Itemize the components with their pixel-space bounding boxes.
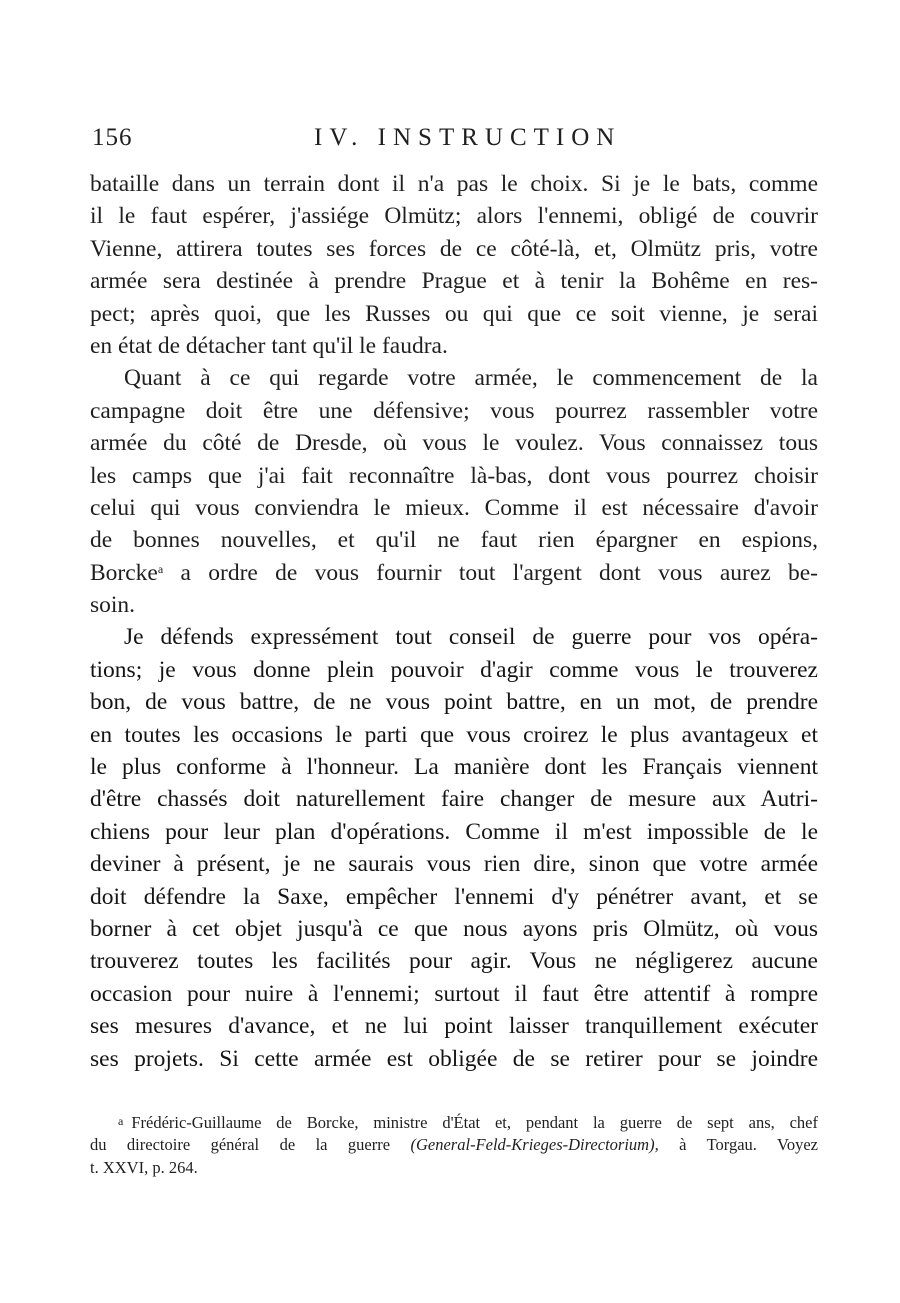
footnote-line: [90, 1110, 818, 1133]
text-line: tions; je vous donne plein pouvoir d'agir comme vous le trouverez: [90, 656, 818, 683]
text-line: soin.: [90, 592, 136, 619]
footnote-line: [90, 1133, 818, 1156]
body-text: [90, 168, 818, 1075]
footnote-italic-title: (General-Feld-Krieges-Directorium),: [410, 1135, 659, 1154]
text-line: les camps que j'ai fait reconnaître là-bas, dont vous pourrez choisir: [90, 462, 818, 489]
text-line: borner à cet objet jusqu'à ce que nous ayons pris Olmütz, où vous: [90, 915, 818, 942]
text-line: campagne doit être une défensive; vous pourrez rassembler votre: [90, 397, 818, 424]
page-number: 156: [92, 124, 133, 151]
text-line: le plus conforme à l'honneur. La manière dont les Français viennent: [90, 754, 818, 781]
text-line: de bonnes nouvelles, et qu'il ne faut rien épargner en espions,: [90, 527, 818, 554]
text-line: pect; après quoi, que les Russes ou qui que ce soit vienne, je serai: [90, 300, 818, 327]
text-line: Je défends expressément tout conseil de guerre pour vos opéra-: [124, 624, 818, 651]
footnote-text: du directoire général de la guerre: [90, 1135, 391, 1154]
text-line: armée du côté de Dresde, où vous le voulez. Vous connaissez tous: [90, 430, 818, 457]
footnote-marker: a: [118, 1114, 124, 1128]
text-line: en toutes les occasions le parti que vous croirez le plus avantageux et: [90, 721, 818, 748]
footnotes: [90, 1110, 818, 1179]
text-line: doit défendre la Saxe, empêcher l'ennemi d'y pénétrer avant, et se: [90, 883, 818, 910]
footnote-text: à Torgau. Voyez: [679, 1135, 818, 1154]
borcke-name: Borcke: [90, 559, 158, 586]
text-line: bataille dans un terrain dont il n'a pas le choix. Si je le bats, comme: [90, 171, 818, 197]
footnote-line: t. XXVI, p. 264.: [90, 1158, 198, 1177]
text-line: ses projets. Si cette armée est obligée de se retirer pour se joindre: [90, 1045, 818, 1072]
text-line: trouverez toutes les facilités pour agir. Vous ne négligerez aucune: [90, 948, 818, 975]
text-line: ses mesures d'avance, et ne lui point laisser tranquillement exécuter: [90, 1013, 818, 1040]
text-line: il le faut espérer, j'assiége Olmütz; alors l'ennemi, obligé de couvrir: [90, 203, 818, 230]
text-line: celui qui vous conviendra le mieux. Comme il est nécessaire d'avoir: [90, 494, 818, 521]
text-line: chiens pour leur plan d'opérations. Comme il m'est impossible de le: [90, 818, 818, 845]
text-line: bon, de vous battre, de ne vous point battre, en un mot, de prendre: [90, 689, 818, 716]
text-line: Vienne, attirera toutes ses forces de ce côté-là, et, Olmütz pris, votre: [90, 235, 818, 262]
text-line: d'être chassés doit naturellement faire changer de mesure aux Autri-: [90, 786, 818, 813]
text-line: en état de détacher tant qu'il le faudra.: [90, 332, 448, 359]
text-line: deviner à présent, je ne saurais vous rien dire, sinon que votre armée: [90, 851, 818, 878]
text-line: Quant à ce qui regarde votre armée, le commencement de la: [124, 365, 818, 392]
text-line: occasion pour nuire à l'ennemi; surtout il faut être attentif à rompre: [90, 980, 818, 1007]
footnote-text: Frédéric-Guillaume de Borcke, ministre d'État et, pendant la guerre de sept ans, chef: [131, 1113, 818, 1132]
running-title: IV. INSTRUCTION: [314, 124, 622, 151]
text-line-borcke: [90, 557, 818, 589]
page-header: [92, 124, 816, 156]
footnote-reference: a: [157, 561, 164, 576]
text-line-rest: a ordre de vous fournir tout l'argent dont vous aurez be-: [180, 559, 819, 586]
text-line: armée sera destinée à prendre Prague et à tenir la Bohême en res-: [90, 268, 818, 295]
